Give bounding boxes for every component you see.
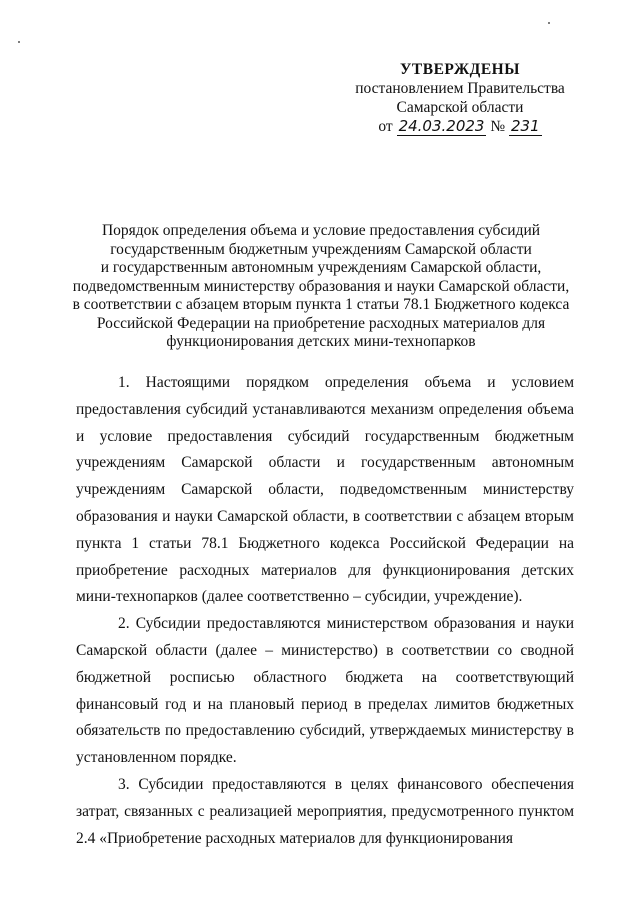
approval-date-line bbox=[340, 117, 580, 136]
approval-line: Самарской области bbox=[396, 99, 524, 116]
handwritten-date: 24.03.2023 bbox=[398, 117, 485, 135]
title-line: подведомственным министерству образования и науки Самарской области, bbox=[72, 277, 570, 295]
number-prefix: № bbox=[490, 118, 506, 135]
document-body bbox=[76, 370, 574, 852]
document-title bbox=[70, 222, 572, 352]
title-line: государственным бюджетным учреждениям Самарской области bbox=[110, 240, 532, 258]
approval-heading: УТВЕРЖДЕНЫ bbox=[400, 61, 520, 78]
paragraph: 3. Субсидии предоставляются в целях финансового обеспечения затрат, связанных с реализацией мероприятия, предусмотренного пунктом 2.4 «Приобретение расходных материалов для функционирования bbox=[76, 775, 574, 847]
approval-line: постановлением Правительства bbox=[355, 80, 565, 97]
paragraph: 2. Субсидии предоставляются министерством образования и науки Самарской области (далее – министерство) в соответствии со сводной бюджетной росписью областного бюджета на соответствующий финансовый год и на плановый период в пределах лимитов бюджетных обязательств по предоставлению субсидий, утверждаемых министерству в установленном порядке. bbox=[76, 615, 574, 767]
title-line: функционирования детских мини-технопарков bbox=[166, 333, 476, 350]
title-line: Порядок определения объема и условие предоставления субсидий bbox=[101, 222, 541, 239]
paragraph: 1. Настоящими порядком определения объема и условием предоставления субсидий устанавливаются механизм определения объема и условие предоставления субсидий государственным бюджетным учреждениям Самарской области и государственным автономным учреждениям Самарской области, подведомственным министерству образования и науки Самарской области, в соответствии с абзацем вторым пункта 1 статьи 78.1 Бюджетного кодекса Российской Федерации на приобретение расходных материалов для функционирования детских мини-технопарков (далее соответственно – субсидии, учреждение). bbox=[76, 374, 574, 606]
title-line: в соответствии с абзацем вторым пункта 1 статьи 78.1 Бюджетного кодекса bbox=[72, 296, 570, 313]
date-prefix: от bbox=[378, 118, 393, 135]
title-line: и государственным автономным учреждениям Самарской области, bbox=[100, 259, 542, 276]
scan-speck bbox=[548, 22, 550, 24]
approval-stamp bbox=[340, 60, 580, 136]
scan-speck bbox=[18, 41, 20, 43]
title-line: Российской Федерации на приобретение расходных материалов для bbox=[96, 314, 546, 332]
handwritten-number: 231 bbox=[511, 117, 540, 135]
